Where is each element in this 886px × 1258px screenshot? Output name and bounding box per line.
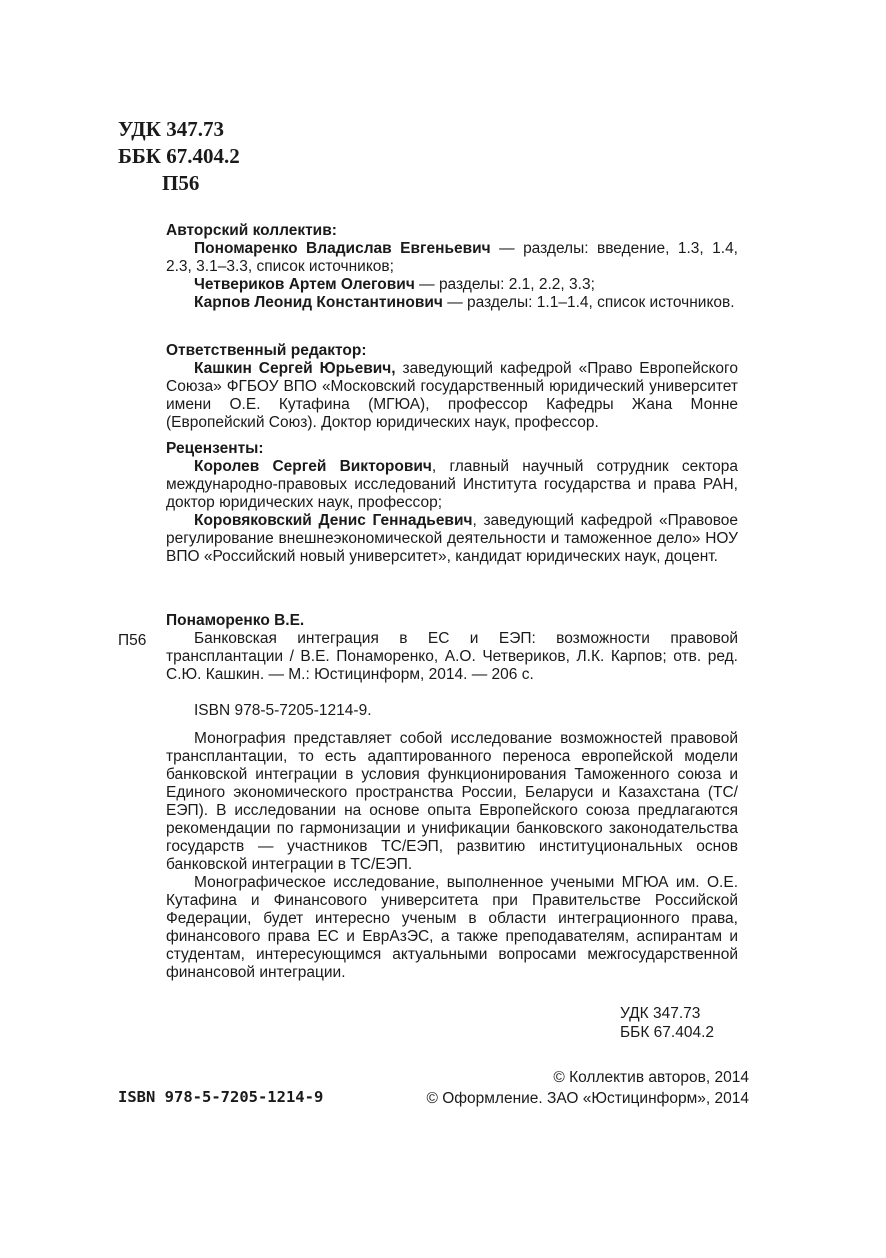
- reviewer-name: Коровяковский Денис Геннадьевич: [194, 512, 473, 529]
- author-name: Карпов Леонид Константинович: [194, 294, 443, 311]
- authors-heading: Авторский коллектив:: [166, 222, 337, 239]
- footer-bbk: ББК 67.404.2: [620, 1024, 715, 1041]
- abstract-paragraph: Монографическое исследование, выполненное учеными МГЮА им. О.Е. Кутафина и Финансового университета при Правительстве Российской Федерации, будет интересно ученым в области интеграционного права, финансового права ЕС и ЕврАзЭС, а также преподавателям, аспирантам и студентам, интересующимся актуальными вопросами межгосударственной финансовой интеграции.: [166, 874, 738, 981]
- bbk-code: ББК 67.404.2: [118, 144, 240, 168]
- author-entry: [166, 276, 738, 294]
- catalog-description: Банковская интеграция в ЕС и ЕЭП: возможности правовой трансплантации / В.Е. Понаморенко, А.О. Четвериков, Л.К. Карпов; отв. ред. С.Ю. Кашкин. — М.: Юстицинформ, 2014. — 206 с.: [166, 630, 738, 683]
- footer-codes: [620, 1004, 714, 1042]
- abstract-section: [166, 730, 738, 982]
- catalog-label: П56: [118, 632, 147, 649]
- editor-section: [166, 342, 738, 432]
- udk-code: УДК 347.73: [118, 117, 224, 141]
- editor-heading: Ответственный редактор:: [166, 342, 367, 359]
- editor-entry: [166, 360, 738, 432]
- author-entry: [166, 294, 738, 312]
- editor-description: заведующий кафедрой «Право Европейского Союза» ФГБОУ ВПО «Московский государственный юридический университет имени О.Е. Кутафина (МГЮА), профессор Кафедры Жана Монне (Европейский Союз). Доктор юридических наук, профессор.: [166, 360, 738, 431]
- copyright-authors: © Коллектив авторов, 2014: [553, 1069, 749, 1086]
- author-role: — разделы: введение, 1.3, 1.4, 2.3, 3.1–3.3, список источников;: [166, 240, 738, 275]
- catalog-record: [166, 612, 738, 720]
- catalog-isbn: ISBN 978-5-7205-1214-9.: [194, 702, 372, 719]
- reviewer-entry: [166, 512, 738, 566]
- reviewer-description: , главный научный сотрудник сектора международно-правовых исследований Института государства и права РАН, доктор юридических наук, профессор;: [166, 458, 738, 511]
- author-name: Четвериков Артем Олегович: [194, 276, 415, 293]
- authors-section: [166, 222, 738, 312]
- catalog-author: Понаморенко В.Е.: [166, 612, 305, 629]
- classification-codes: [118, 116, 240, 197]
- copyright-design: © Оформление. ЗАО «Юстицинформ», 2014: [426, 1090, 749, 1107]
- abstract-paragraph: Монография представляет собой исследование возможностей правовой трансплантации, то есть адаптированного переноса европейской модели банковской интеграции в условия функционирования Таможенного союза и Единого экономического пространства России, Беларуси и Казахстана (ТС/ЕЭП). В исследовании на основе опыта Европейского союза предлагаются рекомендации по гармонизации и унификации банковского законодательства государств — участников ТС/ЕЭП, развитию институциональных основ банковской интеграции в ТС/ЕЭП.: [166, 730, 738, 873]
- author-mark: П56: [162, 171, 200, 195]
- author-role: — разделы: 1.1–1.4, список источников.: [442, 294, 735, 311]
- copyright-block: [426, 1067, 749, 1109]
- reviewers-section: [166, 440, 738, 566]
- reviewer-entry: [166, 458, 738, 512]
- author-entry: [166, 240, 738, 276]
- editor-name: Кашкин Сергей Юрьевич,: [194, 360, 396, 377]
- reviewer-name: Королев Сергей Викторович: [194, 458, 432, 475]
- footer-isbn: ISBN 978-5-7205-1214-9: [118, 1088, 324, 1106]
- reviewer-description: , заведующий кафедрой «Правовое регулирование внешнеэкономической деятельности и таможенное дело» НОУ ВПО «Российский новый университет», кандидат юридических наук, доцент.: [166, 512, 738, 565]
- author-role: — разделы: 2.1, 2.2, 3.3;: [414, 276, 595, 293]
- author-name: Пономаренко Владислав Евгеньевич: [194, 240, 491, 257]
- footer-udk: УДК 347.73: [620, 1005, 701, 1022]
- reviewers-heading: Рецензенты:: [166, 440, 264, 457]
